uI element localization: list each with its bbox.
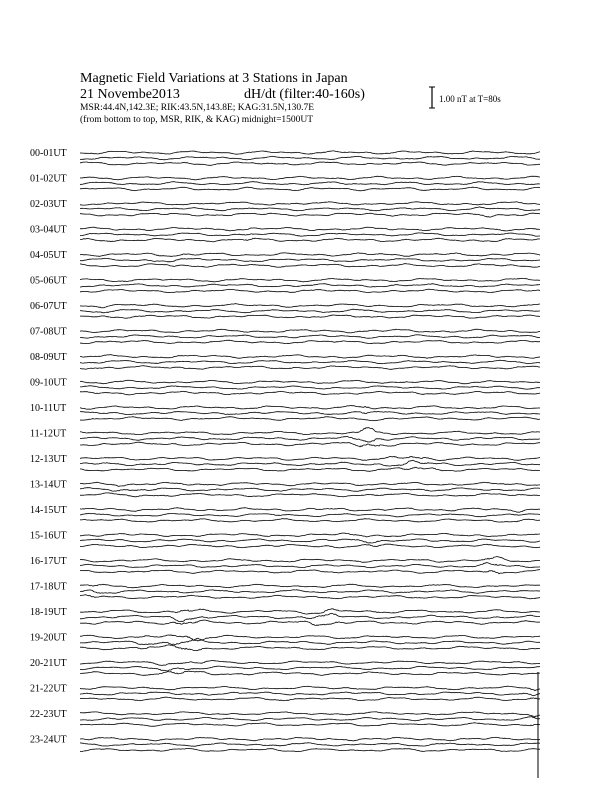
trace-kag [80,609,540,614]
trace-msr [80,493,540,497]
trace-kag [80,533,540,537]
trace-msr [80,238,540,242]
row-traces [80,737,540,751]
trace-kag [80,737,540,741]
trace-msr [80,570,540,574]
row-traces [80,355,540,370]
trace-kag [80,176,540,180]
row-label: 04-05UT [30,250,67,261]
trace-rik [80,638,540,645]
row-label: 16-17UT [30,556,67,567]
row-traces [80,557,540,574]
row-label: 03-04UT [30,224,67,236]
trace-rik [80,258,540,262]
trace-kag [80,635,540,641]
row-traces [80,609,540,626]
row-label: 15-16UT [30,530,67,542]
row-traces [80,176,540,191]
row-label: 02-03UT [30,199,67,210]
trace-rik [80,436,540,442]
trace-msr [80,620,540,626]
row-label: 07-08UT [30,326,67,338]
row-traces [80,253,540,267]
row-label: 09-10UT [30,377,67,389]
trace-rik [80,539,540,543]
trace-msr [80,645,540,651]
trace-msr [80,671,540,675]
chart-filter: dH/dt (filter:40-160s) [244,87,365,102]
trace-msr [80,315,540,318]
trace-rik [80,360,540,364]
trace-kag [80,428,540,435]
trace-rik [80,613,540,621]
row-traces [80,712,540,727]
trace-rik [80,666,540,671]
trace-rik [80,717,540,721]
trace-kag [80,202,540,205]
trace-kag [80,253,540,257]
row-traces [80,428,540,447]
trace-rik [80,207,540,211]
trace-msr [80,442,540,447]
row-traces [80,635,540,651]
row-label: 06-07UT [30,301,67,312]
trace-kag [80,278,540,282]
trace-msr [80,697,540,701]
trace-rik [80,692,540,696]
row-label: 20-21UT [30,658,67,669]
row-traces [80,584,540,599]
scale-bar [429,87,435,108]
trace-msr [80,723,540,727]
row-label: 23-24UT [30,734,67,746]
station-order-note: (from bottom to top, MSR, RIK, & KAG) midnight=1500UT [80,115,314,125]
station-coordinates: MSR:44.4N,142.3E; RIK:43.5N,143.8E; KAG:31.5N,130.7E [80,103,315,113]
trace-msr [80,748,540,751]
trace-msr [80,162,540,165]
trace-rik [80,563,540,568]
row-traces [80,405,540,420]
trace-msr [80,519,540,522]
chart-date: 21 Novembe2013 [80,87,180,102]
row-label: 13-14UT [30,479,67,491]
trace-kag [80,380,540,384]
trace-rik [80,386,540,389]
row-label: 05-06UT [30,275,67,287]
row-traces [80,533,540,548]
trace-kag [80,557,540,563]
row-label: 12-13UT [30,454,67,465]
trace-kag [80,456,540,461]
trace-rik [80,590,540,594]
trace-rik [80,284,540,287]
trace-msr [80,467,540,471]
row-traces [80,508,540,522]
row-traces [80,151,540,165]
trace-rik [80,309,540,313]
trace-msr [80,544,540,548]
trace-rik [80,488,540,492]
row-traces [80,278,540,292]
trace-kag [80,227,540,231]
trace-rik [80,411,540,414]
row-label: 22-23UT [30,709,67,720]
row-label: 14-15UT [30,505,67,516]
trace-msr [80,213,540,217]
row-traces [80,456,540,471]
traces [80,151,540,752]
trace-msr [80,187,540,191]
trace-rik [80,156,540,160]
row-traces [80,329,540,343]
chart-title: Magnetic Field Variations at 3 Stations in Japan [80,71,348,86]
trace-kag [80,686,540,690]
row-label: 10-11UT [30,403,67,414]
trace-msr [80,417,540,421]
trace-kag [80,712,540,717]
trace-rik [80,460,540,466]
trace-kag [80,508,540,513]
trace-rik [80,335,540,339]
row-label: 00-01UT [30,148,67,159]
row-label: 18-19UT [30,607,67,618]
trace-kag [80,405,540,409]
row-traces [80,482,540,497]
trace-msr [80,391,540,395]
row-label: 11-12UT [30,428,67,440]
row-traces [80,202,540,218]
trace-kag [80,355,540,359]
row-traces [80,304,540,319]
row-traces [80,227,540,242]
trace-rik [80,513,540,517]
row-label: 17-18UT [30,581,67,593]
trace-kag [80,584,540,588]
row-label: 08-09UT [30,352,67,363]
trace-msr [80,289,540,293]
row-traces [80,380,540,395]
trace-rik [80,233,540,236]
trace-rik [80,182,540,185]
trace-kag [80,482,540,486]
trace-kag [80,660,540,665]
trace-rik [80,743,540,747]
trace-kag [80,304,540,308]
row-label: 01-02UT [30,173,67,185]
row-label: 19-20UT [30,632,67,644]
scale-label: 1.00 nT at T=80s [439,94,501,104]
trace-kag [80,329,540,333]
trace-kag [80,151,540,154]
trace-msr [80,340,540,343]
row-traces [80,686,540,701]
row-traces [80,660,540,675]
trace-msr [80,264,540,268]
row-label: 21-22UT [30,683,67,695]
trace-msr [80,595,540,599]
row-labels [30,148,67,746]
trace-msr [80,366,540,370]
